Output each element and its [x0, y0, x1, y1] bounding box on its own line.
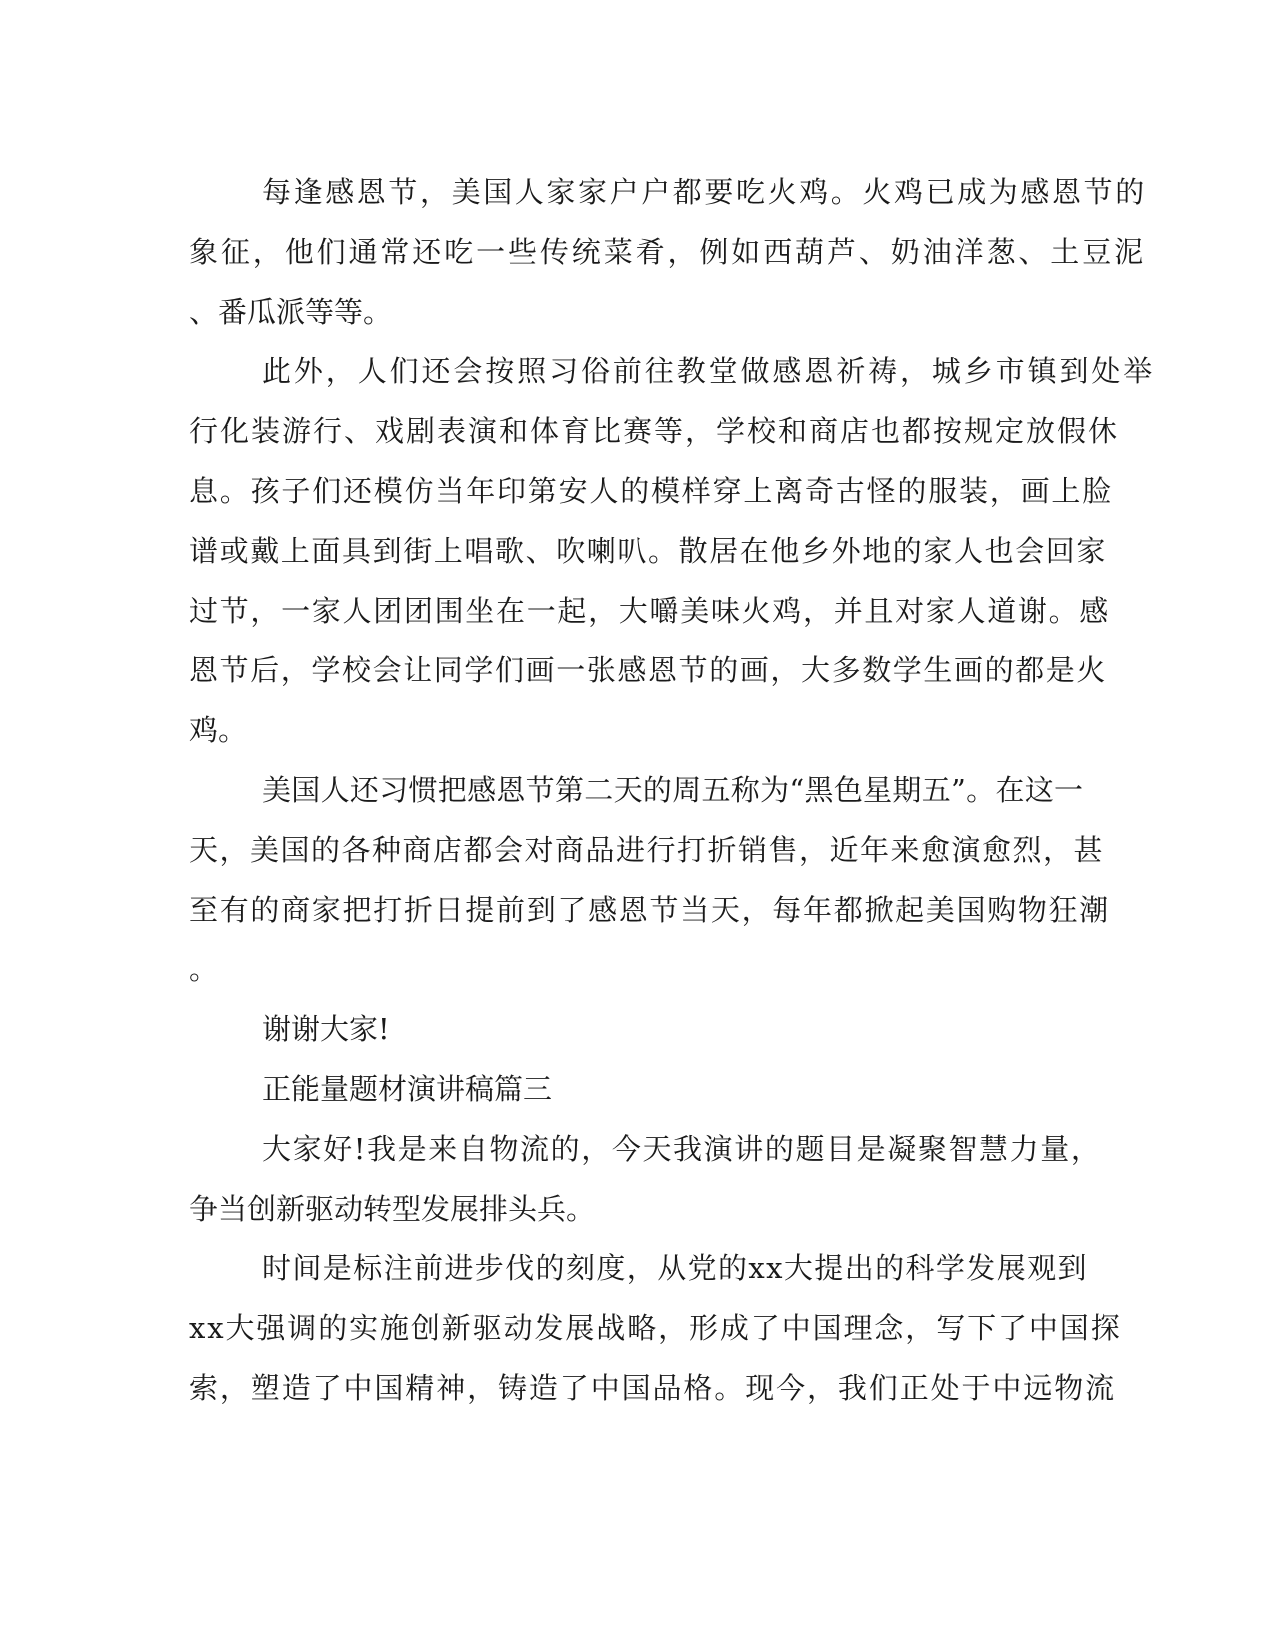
text-line: 大家好!我是来自物流的，今天我演讲的题目是凝聚智慧力量，: [262, 1131, 1102, 1166]
text-line: 美国人还习惯把感恩节第二天的周五称为“黑色星期五”。在这一: [262, 772, 1084, 807]
section-heading: 正能量题材演讲稿篇三: [262, 1071, 553, 1106]
text-line: 天，美国的各种商店都会对商品进行打折销售，近年来愈演愈烈，甚: [189, 832, 1105, 867]
text-line: 每逢感恩节，美国人家家户户都要吃火鸡。火鸡已成为感恩节的: [262, 175, 1147, 209]
text-line: xx大强调的实施创新驱动发展战略，形成了中国理念，写下了中国探: [189, 1311, 1122, 1346]
text-line: 恩节后，学校会让同学们画一张感恩节的画，大多数学生画的都是火: [189, 653, 1108, 688]
text-line: 。: [189, 952, 219, 987]
text-line: 息。孩子们还模仿当年印第安人的模样穿上离奇古怪的服装，画上脸: [189, 473, 1114, 508]
text-line: 此外，人们还会按照习俗前往教堂做感恩祈祷，城乡市镇到处举: [262, 354, 1156, 389]
document-body: [189, 163, 1156, 1419]
text-line: 谱或戴上面具到街上唱歌、吹喇叭。散居在他乡外地的家人也会回家: [189, 533, 1108, 568]
text-line: 至有的商家把打折日提前到了感恩节当天，每年都掀起美国购物狂潮: [189, 892, 1111, 927]
text-line: 、番瓜派等等。: [189, 294, 393, 329]
text-line: 象征，他们通常还吃一些传统菜肴，例如西葫芦、奶油洋葱、土豆泥: [189, 234, 1147, 269]
text-line: 时间是标注前进步伐的刻度，从党的xx大提出的科学发展观到: [262, 1251, 1088, 1286]
text-line: 鸡。: [189, 713, 248, 748]
text-line: 索，塑造了中国精神，铸造了中国品格。现今，我们正处于中远物流: [189, 1370, 1117, 1405]
text-line: 行化装游行、戏剧表演和体育比赛等，学校和商店也都按规定放假休: [189, 414, 1120, 449]
text-line: 争当创新驱动转型发展排头兵。: [189, 1191, 596, 1226]
text-line: 过节，一家人团团围坐在一起，大嚼美味火鸡，并且对家人道谢。感: [189, 593, 1111, 628]
text-line: 谢谢大家!: [262, 1012, 390, 1047]
